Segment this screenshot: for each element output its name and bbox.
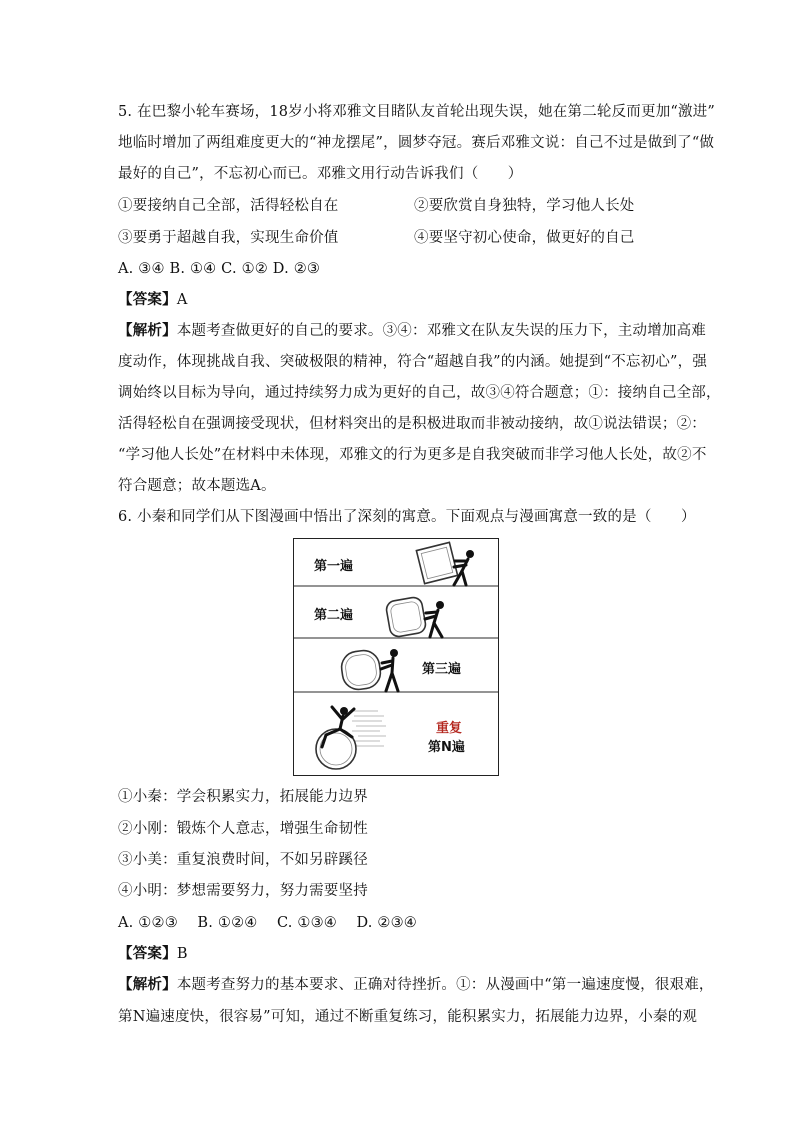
comic-illustration <box>294 539 498 775</box>
q5-analysis-line-1 <box>118 321 706 341</box>
q5-analysis-line-4: 活得轻松自在强调接受现状，但材料突出的是积极进取而非被动接纳，故①说法错误；②： <box>118 416 706 432</box>
panel-2-label: 第二遍 <box>314 608 354 623</box>
q6-option-2: ②小刚：锻炼个人意志，增强生命韧性 <box>118 821 368 837</box>
pushing-person-icon <box>454 550 474 585</box>
speed-lines-icon <box>350 711 386 746</box>
q6-answer <box>118 944 188 964</box>
round-block-icon <box>340 649 383 692</box>
q6-option-3: ③小美：重复浪费时间，不如另辟蹊径 <box>118 852 368 868</box>
q5-analysis-line-2: 度动作，体现挑战自我、突破极限的精神，符合“超越自我”的内涵。她提到“不忘初心”，强 <box>118 354 708 370</box>
q5-analysis-line-5: “学习他人长处”在材料中未体现，邓雅文的行为更多是自我突破而非学习他人长处，故②不 <box>118 447 707 463</box>
q5-analysis-line-3: 调始终以目标为导向，通过持续努力成为更好的自己，故③④符合题意；①：接纳自己全部， <box>118 385 721 401</box>
q5-option-3: ③要勇于超越自我，实现生命价值 <box>118 230 339 246</box>
q5-answer-value: A <box>176 292 188 308</box>
q5-analysis-text-1: 本题考查做更好的自己的要求。③④：邓雅文在队友失误的压力下，主动增加高难 <box>176 323 707 339</box>
q5-stem-line-1: 5. 在巴黎小轮车赛场，18岁小将邓雅文目睹队友首轮出现失误，她在第二轮反而更加“激进” <box>118 104 716 120</box>
q5-stem-line-2: 地临时增加了两组难度更大的“神龙摆尾”，圆梦夺冠。赛后邓雅文说：自己不过是做到了“做 <box>118 135 715 151</box>
comic-figure <box>293 538 499 776</box>
pushing-person-icon <box>425 601 444 637</box>
panel-4-label-nth: 第N遍 <box>428 740 465 755</box>
q5-choices: A. ③④ B. ①④ C. ①② D. ②③ <box>118 261 321 277</box>
q6-analysis-line-1 <box>118 975 714 995</box>
q5-analysis-tag: 【解析】 <box>118 322 177 339</box>
q6-analysis-tag: 【解析】 <box>118 976 177 993</box>
q5-stem-line-3: 最好的自己”，不忘初心而已。邓雅文用行动告诉我们（ ） <box>118 166 523 182</box>
q6-answer-value: B <box>176 946 188 962</box>
panel-3-label: 第三遍 <box>422 662 462 677</box>
rounded-block-icon <box>385 596 427 638</box>
q5-answer <box>118 290 187 310</box>
q5-analysis-line-6: 符合题意；故本题选A。 <box>118 478 276 494</box>
panel-1-label: 第一遍 <box>314 559 354 574</box>
q5-answer-tag: 【答案】 <box>118 291 177 308</box>
q6-answer-tag: 【答案】 <box>118 945 177 962</box>
pushing-person-icon <box>381 649 398 691</box>
panel-4-label-repeat: 重复 <box>436 721 463 736</box>
q6-option-4: ④小明：梦想需要努力，努力需要坚持 <box>118 883 368 899</box>
q6-analysis-line-2: 第N遍速度快，很容易”可知，通过不断重复练习，能积累实力，拓展能力边界，小秦的观 <box>118 1009 698 1025</box>
square-block-icon <box>416 542 457 583</box>
q6-choices: A. ①②③ B. ①②④ C. ①③④ D. ②③④ <box>118 915 418 931</box>
q6-option-1: ①小秦：学会积累实力，拓展能力边界 <box>118 789 368 805</box>
q6-analysis-text-1: 本题考查努力的基本要求、正确对待挫折。①：从漫画中“第一遍速度慢，很艰难， <box>176 977 714 993</box>
q5-option-2: ②要欣赏自身独特，学习他人长处 <box>414 198 635 214</box>
q6-stem: 6. 小秦和同学们从下图漫画中悟出了深刻的寓意。下面观点与漫画寓意一致的是（ ） <box>118 509 696 525</box>
q5-option-1: ①要接纳自己全部，活得轻松自在 <box>118 198 339 214</box>
q5-option-4: ④要坚守初心使命，做更好的自己 <box>414 230 635 246</box>
